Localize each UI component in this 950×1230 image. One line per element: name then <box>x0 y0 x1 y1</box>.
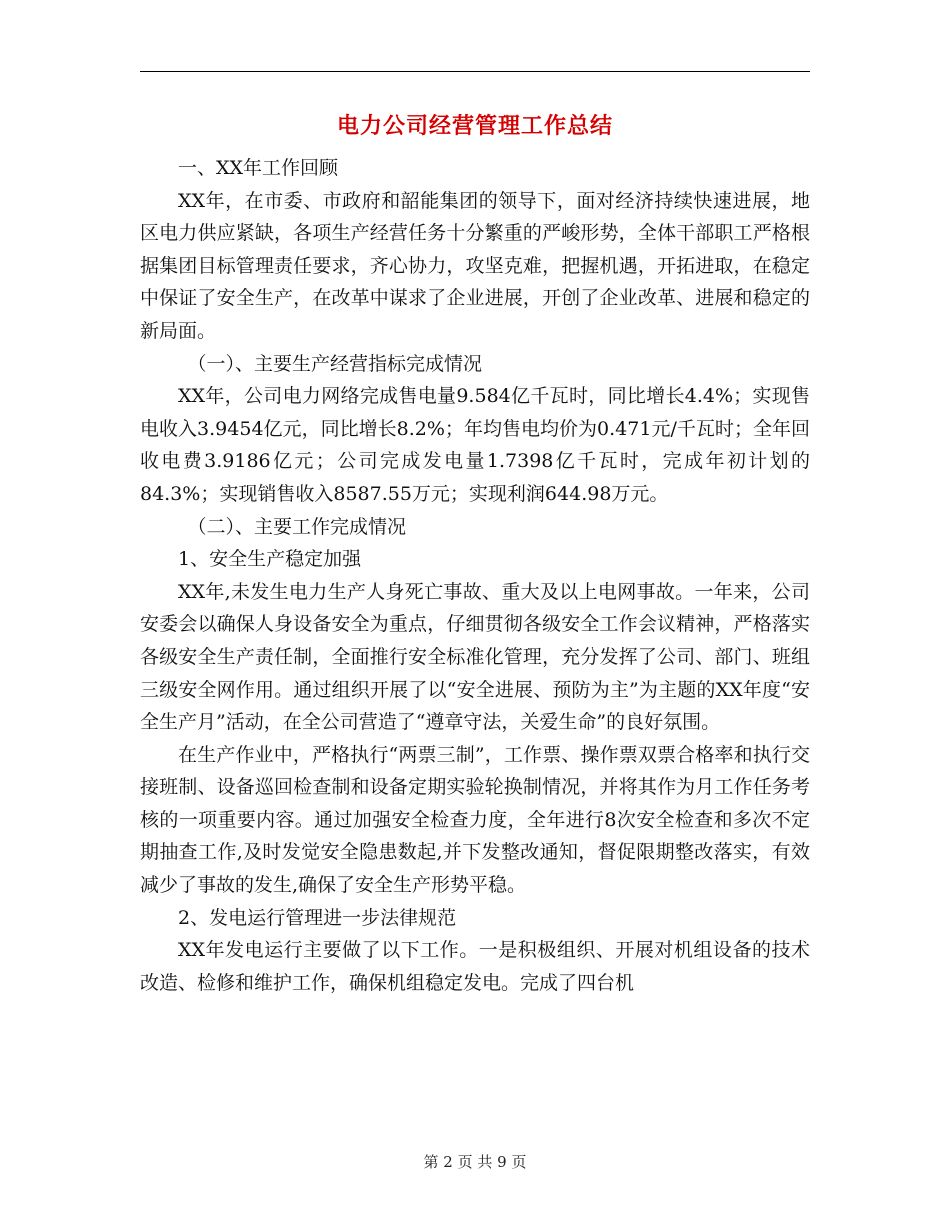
document-title: 电力公司经营管理工作总结 <box>336 113 613 139</box>
subsection-heading-work: （二）、主要工作完成情况 <box>187 515 407 538</box>
footer-middle: 页 共 <box>457 1153 493 1171</box>
paragraph-operations: 在生产作业中，严格执行“两票三制”，工作票、操作票双票合格率和执行交接班制、设备巡回检查制和设备定期实验轮换制情况，并将其作为月工作任务考核的一项重要内容。通过加强安全检查力度，全年进行8次安全检查和多次不定期抽查工作,及时发觉安全隐患数起,并下发整改通知，督促限期整改落实，有效减少了事故的发生,确保了安全生产形势平稳。 <box>140 743 810 897</box>
header-rule <box>140 71 810 72</box>
paragraph-safety: XX年,未发生电力生产人身死亡事故、重大及以上电网事故。一年来，公司安委会以确保人身设备安全为重点，仔细贯彻各级安全工作会议精神，严格落实各级安全生产责任制，全面推行安全标准化管理，充分发挥了公司、部门、班组三级安全网作用。通过组织开展了以“安全进展、预防为主”为主题的XX年度“安全生产月”活动，在全公司营造了“遵章守法，关爱生命”的良好氛围。 <box>140 580 810 734</box>
paragraph-intro: XX年，在市委、市政府和韶能集团的领导下，面对经济持续快速进展，地区电力供应紧缺，各项生产经营任务十分繁重的严峻形势，全体干部职工严格根据集团目标管理责任要求，齐心协力，攻坚克难，把握机遇，开拓进取，在稳定中保证了安全生产，在改革中谋求了企业进展，开创了企业改革、进展和稳定的新局面。 <box>140 189 810 342</box>
footer-prefix: 第 <box>423 1153 439 1171</box>
paragraph-indicators: XX年，公司电力网络完成售电量9.584亿千瓦时，同比增长4.4%；实现售电收入3.9454亿元，同比增长8.2%；年均售电均价为0.471元/千瓦时；全年回收电费3.9186亿元；公司完成发电量1.7398亿千瓦时，完成年初计划的84.3%；实现销售收入8587.55万元；实现利润644.98万元。 <box>140 385 810 505</box>
footer-suffix: 页 <box>511 1153 527 1171</box>
document-body <box>140 152 810 999</box>
section-heading-review: 一、XX年工作回顾 <box>178 157 339 179</box>
subsection-heading-indicators: （一）、主要生产经营指标完成情况 <box>187 352 483 375</box>
item-heading-generation: 2、发电运行管理进一步法律规范 <box>178 906 457 929</box>
paragraph-generation: XX年发电运行主要做了以下工作。一是积极组织、开展对机组设备的技术改造、检修和维护工作，确保机组稳定发电。完成了四台机 <box>140 939 810 994</box>
page-footer <box>0 1152 950 1172</box>
item-heading-safety: 1、安全生产稳定加强 <box>178 548 362 571</box>
footer-total-pages: 9 <box>497 1153 507 1171</box>
footer-page-number: 2 <box>443 1153 453 1171</box>
